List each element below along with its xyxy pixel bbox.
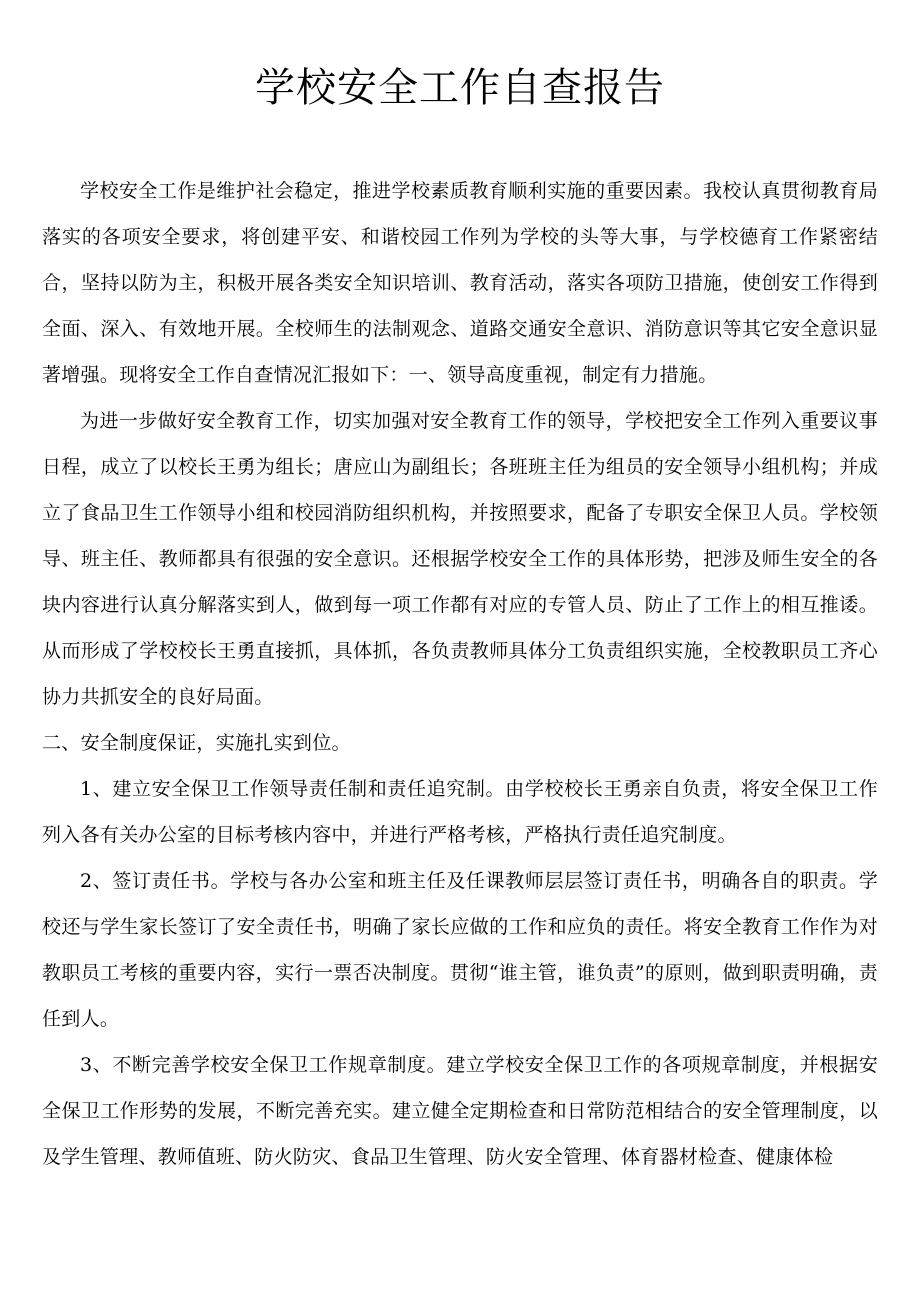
document-title: 学校安全工作自查报告 — [255, 65, 665, 111]
paragraph-item-2: 2、签订责任书。学校与各办公室和班主任及任课教师层层签订责任书，明确各自的职责。学校还与学生家长签订了安全责任书，明确了家长应做的工作和应负的责任。将安全教育工作作为对教职员工考核的重要内容，实行一票否决制度。贯彻“谁主管，谁负责”的原则，做到职责明确，责任到人。 — [42, 870, 878, 1030]
paragraph-item-3: 3、不断完善学校安全保卫工作规章制度。建立学校安全保卫工作的各项规章制度，并根据安全保卫工作形势的发展，不断完善充实。建立健全定期检查和日常防范相结合的安全管理制度，以及学生管理、教师值班、防火防灾、食品卫生管理、防火安全管理、体育器材检查、健康体检 — [42, 1054, 878, 1168]
section-heading-2: 二、安全制度保证，实施扎实到位。 — [42, 732, 351, 754]
paragraph-item-1: 1、建立安全保卫工作领导责任制和责任追究制。由学校校长王勇亲自负责，将安全保卫工作列入各有关办公室的目标考核内容中，并进行严格考核，严格执行责任追究制度。 — [42, 778, 878, 846]
paragraph-leadership: 为进一步做好安全教育工作，切实加强对安全教育工作的领导，学校把安全工作列入重要议事日程，成立了以校长王勇为组长；唐应山为副组长；各班班主任为组员的安全领导小组机构；并成立了食品卫生工作领导小组和校园消防组织机构，并按照要求，配备了专职安全保卫人员。学校领导、班主任、教师都具有很强的安全意识。还根据学校安全工作的具体形势，把涉及师生安全的各块内容进行认真分解落实到人，做到每一项工作都有对应的专管人员、防止了工作上的相互推诿。从而形成了学校校长王勇直接抓，具体抓，各负责教师具体分工负责组织实施，全校教职员工齐心协力共抓安全的良好局面。 — [42, 410, 878, 708]
document-body — [42, 168, 878, 1180]
paragraph-intro: 学校安全工作是维护社会稳定，推进学校素质教育顺利实施的重要因素。我校认真贯彻教育局落实的各项安全要求，将创建平安、和谐校园工作列为学校的头等大事，与学校德育工作紧密结合，坚持以防为主，积极开展各类安全知识培训、教育活动，落实各项防卫措施，使创安工作得到全面、深入、有效地开展。全校师生的法制观念、道路交通安全意识、消防意识等其它安全意识显著增强。现将安全工作自查情况汇报如下：一、领导高度重视，制定有力措施。 — [42, 180, 878, 386]
